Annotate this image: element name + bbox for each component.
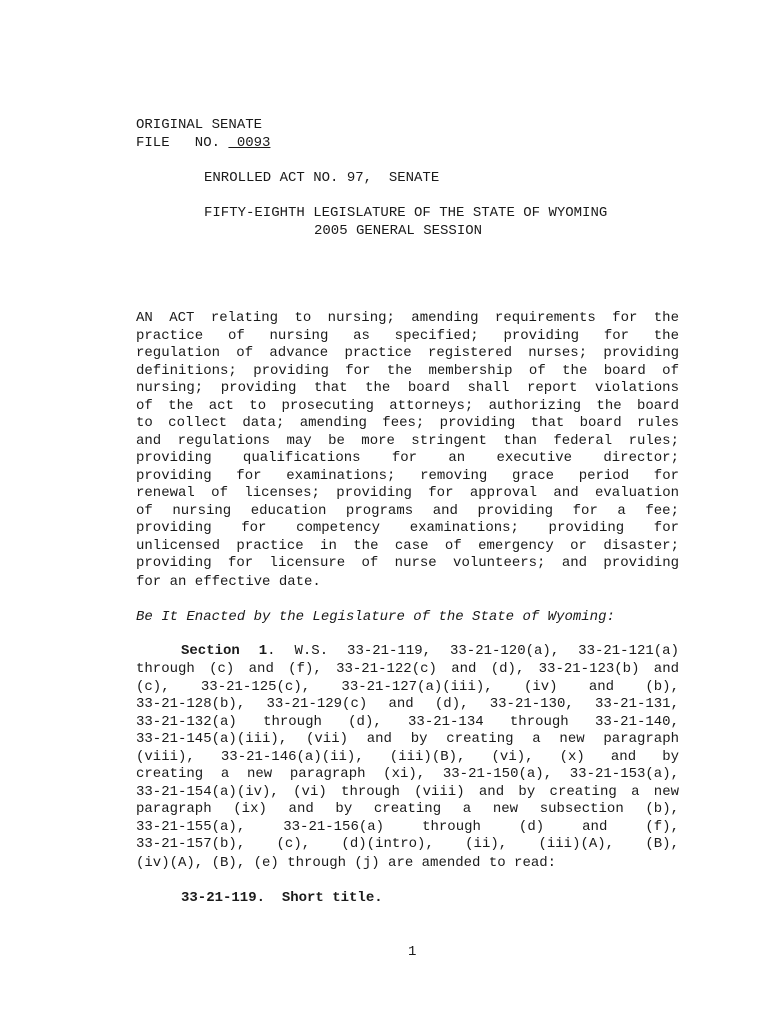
file-line-1: ORIGINAL SENATE — [136, 117, 263, 133]
act-title-line: of nursing education programs and providing for a fee; — [136, 502, 679, 519]
subheading: 33-21-119. Short title. — [181, 890, 383, 906]
legislature-line: FIFTY-EIGHTH LEGISLATURE OF THE STATE OF WYOMING — [204, 205, 608, 221]
act-title-line: renewal of licenses; providing for approval and evaluation — [136, 485, 679, 501]
section-1-first-line — [136, 643, 679, 661]
session-line: 2005 GENERAL SESSION — [314, 223, 483, 239]
section-1-line: 33-21-154(a)(iv), (vi) through (viii) and by creating a new — [136, 783, 679, 800]
section-1-line: 33-21-132(a) through (d), 33-21-134 through 33-21-140, — [136, 713, 679, 730]
section-1-line: paragraph (ix) and by creating a new subsection (b), — [136, 801, 679, 817]
act-title-line: to collect data; amending fees; providing that board rules — [136, 415, 679, 431]
enacting-clause: Be It Enacted by the Legislature of the State of Wyoming: — [136, 609, 615, 625]
page-number: 1 — [408, 944, 417, 960]
section-1-last-line: (iv)(A), (B), (e) through (j) are amended to read: — [136, 855, 557, 871]
act-title-line: AN ACT relating to nursing; amending requirements for the — [136, 310, 679, 326]
section-1-label: Section 1 — [181, 643, 268, 659]
act-title-line: regulation of advance practice registered nurses; providing — [136, 345, 679, 361]
act-title-line: providing for licensure of nurse volunteers; and providing — [136, 555, 679, 571]
act-title-line: providing for competency examinations; providing for — [136, 520, 679, 536]
file-number: 0093 — [228, 135, 271, 151]
act-title-line: nursing; providing that the board shall report violations — [136, 380, 679, 396]
section-1-line: 33-21-155(a), 33-21-156(a) through (d) and (f), — [136, 818, 679, 835]
section-1-line: creating a new paragraph (xi), 33-21-150(a), 33-21-153(a), — [136, 766, 679, 782]
section-1-line: 33-21-145(a)(iii), (vii) and by creating a new paragraph — [136, 731, 679, 747]
file-label: FILE NO. — [136, 135, 229, 151]
act-title-line: providing for examinations; removing grace period for — [136, 467, 679, 484]
act-title-line: and regulations may be more stringent than federal rules; — [136, 432, 679, 449]
file-line-2 — [136, 134, 270, 152]
section-1-line: 33-21-128(b), 33-21-129(c) and (d), 33-21-130, 33-21-131, — [136, 696, 679, 712]
section-1-line: 33-21-157(b), (c), (d)(intro), (ii), (iii)(A), (B), — [136, 836, 679, 852]
section-1-line: (viii), 33-21-146(a)(ii), (iii)(B), (vi), (x) and by — [136, 748, 679, 765]
enrolled-act-line: ENROLLED ACT NO. 97, SENATE — [204, 170, 440, 186]
section-1-line: (c), 33-21-125(c), 33-21-127(a)(iii), (iv) and (b), — [136, 678, 679, 695]
act-title-line: providing qualifications for an executive director; — [136, 450, 679, 466]
act-title-line: unlicensed practice in the case of emergency or disaster; — [136, 537, 679, 554]
section-1-line: through (c) and (f), 33-21-122(c) and (d), 33-21-123(b) and — [136, 661, 679, 677]
act-title-line: of the act to prosecuting attorneys; authorizing the board — [136, 397, 679, 414]
section-1-lead: . W.S. 33-21-119, 33-21-120(a), 33-21-121(a) — [267, 643, 679, 659]
act-title-line: definitions; providing for the membership of the board of — [136, 362, 679, 379]
act-title-line: for an effective date. — [136, 573, 321, 590]
act-title-line: practice of nursing as specified; providing for the — [136, 327, 679, 344]
